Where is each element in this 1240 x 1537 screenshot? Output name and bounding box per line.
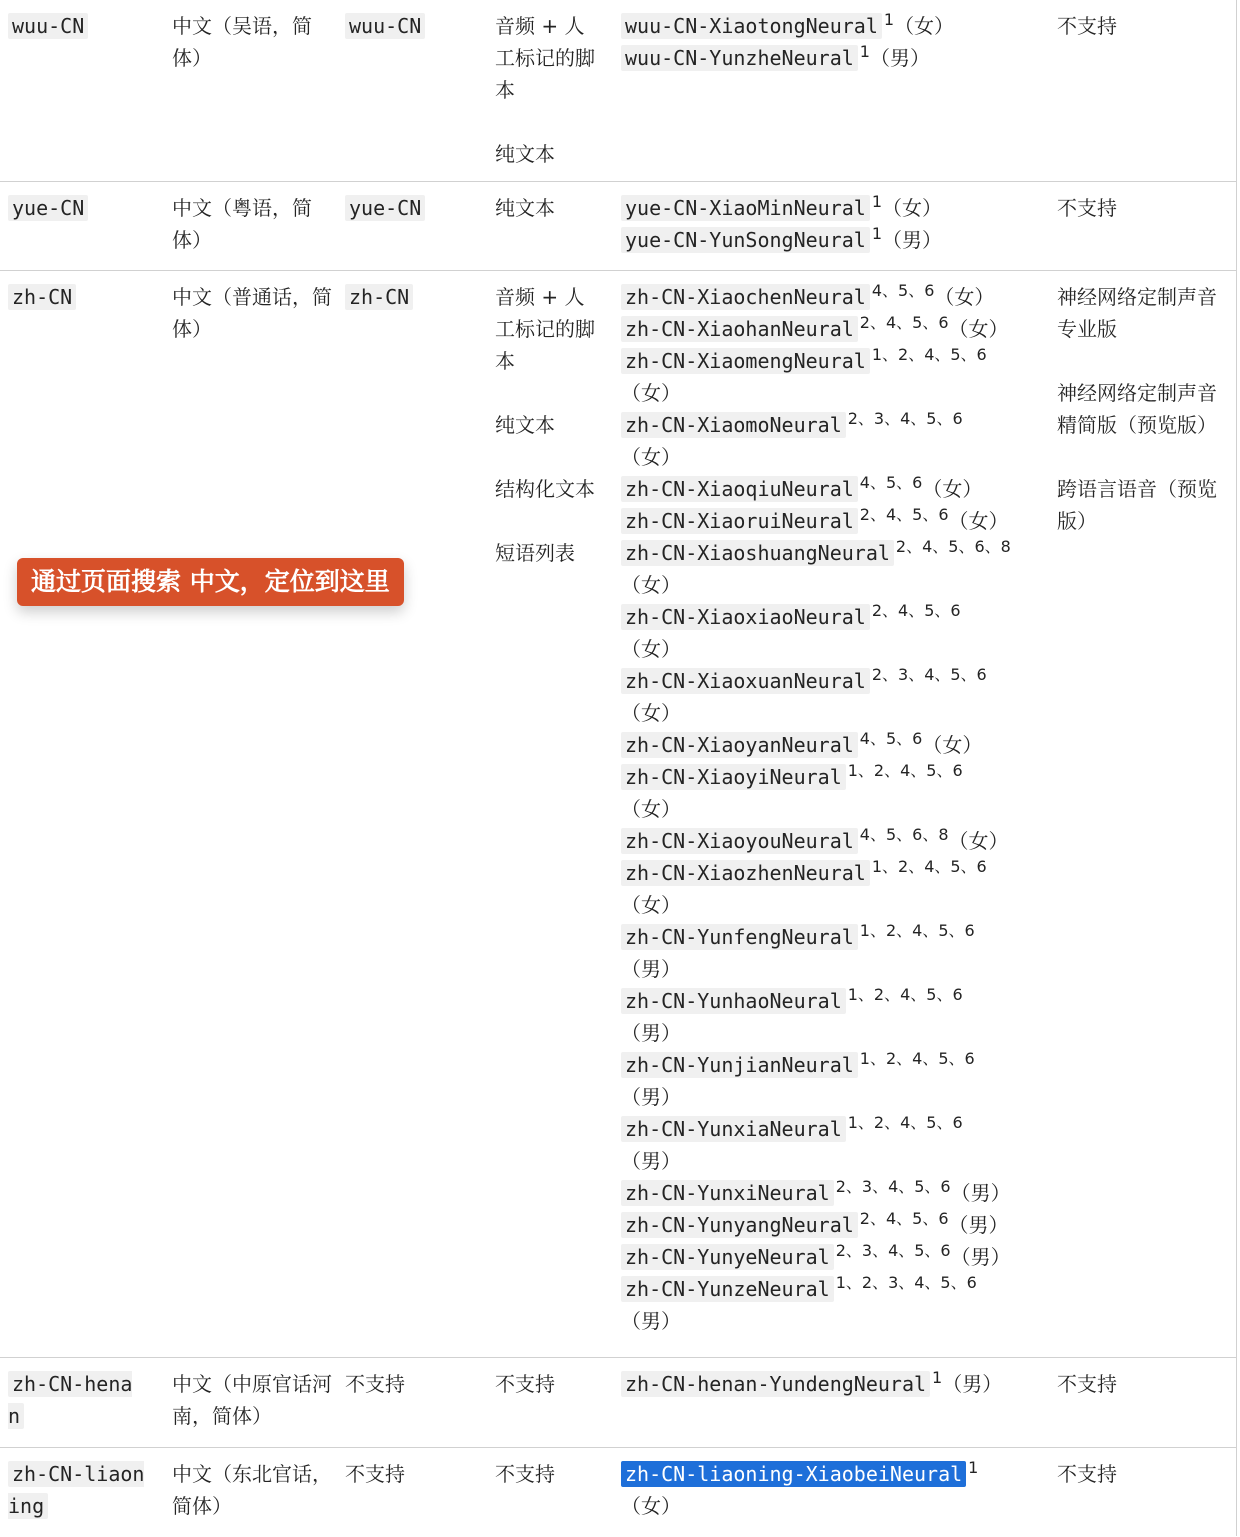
input-cell <box>495 192 595 224</box>
voice-name[interactable]: zh-CN-XiaoyouNeural <box>621 828 858 854</box>
custom-voice-cell: 不支持 <box>1057 1372 1117 1396</box>
voice-footnote: 1 <box>871 192 883 212</box>
voice-item <box>621 1273 1041 1337</box>
table-row <box>0 270 1236 1358</box>
language-code: zh-CN <box>345 284 413 310</box>
voice-gender: （男） <box>621 1021 681 1045</box>
voice-footnote: 2、3、4、5、6 <box>835 1177 951 1197</box>
voice-gender: （女） <box>621 701 681 725</box>
voice-footnote: 1、2、4、5、6 <box>859 921 975 941</box>
voice-name[interactable]: zh-CN-XiaomoNeural <box>621 412 846 438</box>
voice-name[interactable]: wuu-CN-YunzheNeural <box>621 45 858 71</box>
voice-footnote: 4、5、6、8 <box>859 825 949 845</box>
voice-gender: （女） <box>621 637 681 661</box>
input-cell <box>495 10 595 170</box>
voice-footnote: 1 <box>968 1458 979 1478</box>
input-type: 纯文本 <box>495 196 555 220</box>
table-row <box>0 0 1236 181</box>
locale-code: yue-CN <box>8 195 88 221</box>
voice-name[interactable]: yue-CN-YunSongNeural <box>621 227 870 253</box>
voice-name[interactable]: zh-CN-XiaohanNeural <box>621 316 858 342</box>
custom-voice-item: 跨语言语音（预览版） <box>1057 477 1217 533</box>
input-type: 音频 + 人工标记的脚本 <box>495 14 595 102</box>
locale-cell <box>8 192 148 224</box>
voice-gender: （女） <box>621 1494 681 1518</box>
language-cell: 中文（吴语，简体） <box>172 14 312 70</box>
voice-item <box>621 409 1041 473</box>
voice-gender: （男） <box>948 1213 1009 1237</box>
table-row <box>0 181 1236 271</box>
voice-gender: （女） <box>922 733 983 757</box>
code-cell <box>345 192 475 224</box>
locale-cell <box>8 281 148 313</box>
voice-item <box>621 601 1041 665</box>
input-type: 结构化文本 <box>495 477 595 501</box>
voice-item <box>621 1113 1041 1177</box>
code-cell <box>345 10 475 42</box>
voice-item <box>621 313 1041 345</box>
voice-gender: （女） <box>621 381 681 405</box>
input-type: 纯文本 <box>495 413 555 437</box>
voice-gender: （女） <box>948 829 1009 853</box>
voices-cell <box>621 281 1041 1337</box>
input-type: 音频 + 人工标记的脚本 <box>495 285 595 373</box>
voice-footnote: 4、5、6 <box>859 729 923 749</box>
voice-item <box>621 1049 1041 1113</box>
voice-footnote: 1、2、4、5、6 <box>847 985 963 1005</box>
voice-footnote: 1 <box>932 1368 943 1388</box>
voice-item <box>621 505 1041 537</box>
voice-footnote: 1 <box>883 10 895 30</box>
voice-item <box>621 1241 1041 1273</box>
locale-code: zh-CN-liaoning <box>8 1462 145 1518</box>
voice-footnote: 2、3、4、5、6 <box>847 409 963 429</box>
table-row <box>0 1357 1236 1448</box>
voice-gender: （女） <box>621 445 681 469</box>
table-row <box>0 1447 1236 1537</box>
input-cell <box>495 1368 595 1400</box>
voice-item <box>621 1458 1041 1522</box>
voice-gender: （女） <box>621 893 681 917</box>
language-code: wuu-CN <box>345 13 425 39</box>
voices-cell <box>621 192 1041 256</box>
voice-item <box>621 761 1041 825</box>
voice-item <box>621 281 1041 313</box>
voice-footnote: 2、4、5、6 <box>859 1209 949 1229</box>
language-cell: 中文（东北官话，简体） <box>172 1462 332 1518</box>
voice-gender: （女） <box>948 509 1009 533</box>
locale-code: wuu-CN <box>8 13 88 39</box>
code-cell: 不支持 <box>345 1462 405 1486</box>
input-type: 不支持 <box>495 1462 555 1486</box>
voice-item <box>621 345 1041 409</box>
custom-voice-cell <box>1057 281 1227 537</box>
voice-gender: （男） <box>621 1085 681 1109</box>
voice-name[interactable]: yue-CN-XiaoMinNeural <box>621 195 870 221</box>
voice-footnote: 2、3、4、5、6 <box>835 1241 951 1261</box>
voice-footnote: 4、5、6 <box>871 281 935 301</box>
voice-footnote: 1、2、4、5、6 <box>859 1049 975 1069</box>
voice-footnote: 1 <box>871 224 883 244</box>
input-cell <box>495 281 595 569</box>
voice-gender: （男） <box>942 1372 1003 1396</box>
voice-item <box>621 42 1041 74</box>
language-cell: 中文（中原官话河南，简体） <box>172 1372 332 1428</box>
custom-voice-cell: 不支持 <box>1057 1462 1117 1486</box>
voices-cell <box>621 1458 1041 1522</box>
custom-voice-item: 神经网络定制声音精简版（预览版） <box>1057 381 1217 437</box>
input-cell <box>495 1458 595 1490</box>
voice-footnote: 2、3、4、5、6 <box>871 665 987 685</box>
voice-footnote: 2、4、5、6 <box>859 313 949 333</box>
voice-name[interactable]: zh-CN-YunfengNeural <box>621 924 858 950</box>
voice-name[interactable]: zh-CN-YunyangNeural <box>621 1212 858 1238</box>
voice-gender: （女） <box>922 477 983 501</box>
voice-footnote: 1、2、4、5、6 <box>871 857 987 877</box>
voice-name[interactable]: zh-CN-henan-YundengNeural <box>621 1371 930 1397</box>
voice-name[interactable]: zh-CN-XiaochenNeural <box>621 284 870 310</box>
voices-cell <box>621 10 1041 74</box>
voice-item <box>621 473 1041 505</box>
voice-name[interactable]: zh-CN-XiaoshuangNeural <box>621 540 894 566</box>
voice-gender: （男） <box>621 1309 681 1333</box>
table-right-border <box>1236 0 1237 1536</box>
voice-footnote: 1、2、4、5、6 <box>871 345 987 365</box>
voice-gender: （男） <box>950 1245 1011 1269</box>
voice-gender: （男） <box>621 1149 681 1173</box>
input-type: 短语列表 <box>495 541 575 565</box>
language-cell: 中文（粤语，简体） <box>172 196 312 252</box>
voice-footnote: 2、4、5、6 <box>859 505 949 525</box>
voice-gender: （女） <box>948 317 1009 341</box>
voice-item <box>621 857 1041 921</box>
voice-item <box>621 921 1041 985</box>
locale-cell <box>8 10 148 42</box>
voice-gender: （男） <box>869 46 930 70</box>
voice-item <box>621 665 1041 729</box>
voice-item <box>621 224 1041 256</box>
voice-name[interactable]: zh-CN-YunyeNeural <box>621 1244 834 1270</box>
voice-gender: （女） <box>934 285 995 309</box>
voice-footnote: 2、4、5、6、8 <box>895 537 1011 557</box>
voice-name[interactable]: zh-CN-YunhaoNeural <box>621 988 846 1014</box>
voice-item <box>621 729 1041 761</box>
language-cell: 中文（普通话，简体） <box>172 285 332 341</box>
voice-item <box>621 192 1041 224</box>
voice-footnote: 1、2、4、5、6 <box>847 761 963 781</box>
voice-gender: （女） <box>621 573 681 597</box>
voices-cell <box>621 1368 1041 1400</box>
voice-footnote: 2、4、5、6 <box>871 601 961 621</box>
voice-name[interactable]: zh-CN-XiaoxiaoNeural <box>621 604 870 630</box>
voice-gender: （男） <box>950 1181 1011 1205</box>
voice-gender: （男） <box>882 228 943 252</box>
custom-voice-cell: 不支持 <box>1057 14 1117 38</box>
voice-name[interactable]: zh-CN-XiaoqiuNeural <box>621 476 858 502</box>
voice-name[interactable]: zh-CN-YunzeNeural <box>621 1276 834 1302</box>
voice-name[interactable]: zh-CN-YunjianNeural <box>621 1052 858 1078</box>
locale-cell <box>8 1458 148 1522</box>
voice-name[interactable]: zh-CN-XiaoyiNeural <box>621 764 846 790</box>
voice-name[interactable]: zh-CN-XiaozhenNeural <box>621 860 870 886</box>
custom-voice-cell: 不支持 <box>1057 196 1117 220</box>
voice-item <box>621 985 1041 1049</box>
custom-voice-item: 神经网络定制声音专业版 <box>1057 285 1217 341</box>
locale-cell <box>8 1368 148 1432</box>
locale-code: zh-CN <box>8 284 76 310</box>
voice-name[interactable]: zh-CN-YunxiNeural <box>621 1180 834 1206</box>
voice-item <box>621 537 1041 601</box>
voice-item <box>621 10 1041 42</box>
voice-gender: （女） <box>621 797 681 821</box>
voice-footnote: 1 <box>859 42 870 62</box>
code-cell: 不支持 <box>345 1372 405 1396</box>
voice-footnote: 4、5、6 <box>859 473 923 493</box>
annotation-callout: 通过页面搜索 中文，定位到这里 <box>17 558 404 606</box>
voice-item <box>621 1209 1041 1241</box>
voice-name[interactable]: zh-CN-XiaoyanNeural <box>621 732 858 758</box>
voice-name[interactable]: zh-CN-XiaomengNeural <box>621 348 870 374</box>
voice-gender: （男） <box>621 957 681 981</box>
voice-item <box>621 1368 1041 1400</box>
language-code: yue-CN <box>345 195 425 221</box>
voice-gender: （女） <box>894 14 955 38</box>
locale-code: zh-CN-henan <box>8 1372 133 1428</box>
voice-gender: （女） <box>882 196 943 220</box>
code-cell <box>345 281 475 313</box>
voice-item <box>621 825 1041 857</box>
voice-name-selected[interactable]: zh-CN-liaoning-XiaobeiNeural <box>621 1461 966 1487</box>
voice-name[interactable]: wuu-CN-XiaotongNeural <box>621 13 882 39</box>
input-type: 不支持 <box>495 1372 555 1396</box>
voice-name[interactable]: zh-CN-YunxiaNeural <box>621 1116 846 1142</box>
input-type: 纯文本 <box>495 142 555 166</box>
voice-name[interactable]: zh-CN-XiaoruiNeural <box>621 508 858 534</box>
voice-footnote: 1、2、4、5、6 <box>847 1113 963 1133</box>
voice-item <box>621 1177 1041 1209</box>
voice-name[interactable]: zh-CN-XiaoxuanNeural <box>621 668 870 694</box>
voice-footnote: 1、2、3、4、5、6 <box>835 1273 977 1293</box>
